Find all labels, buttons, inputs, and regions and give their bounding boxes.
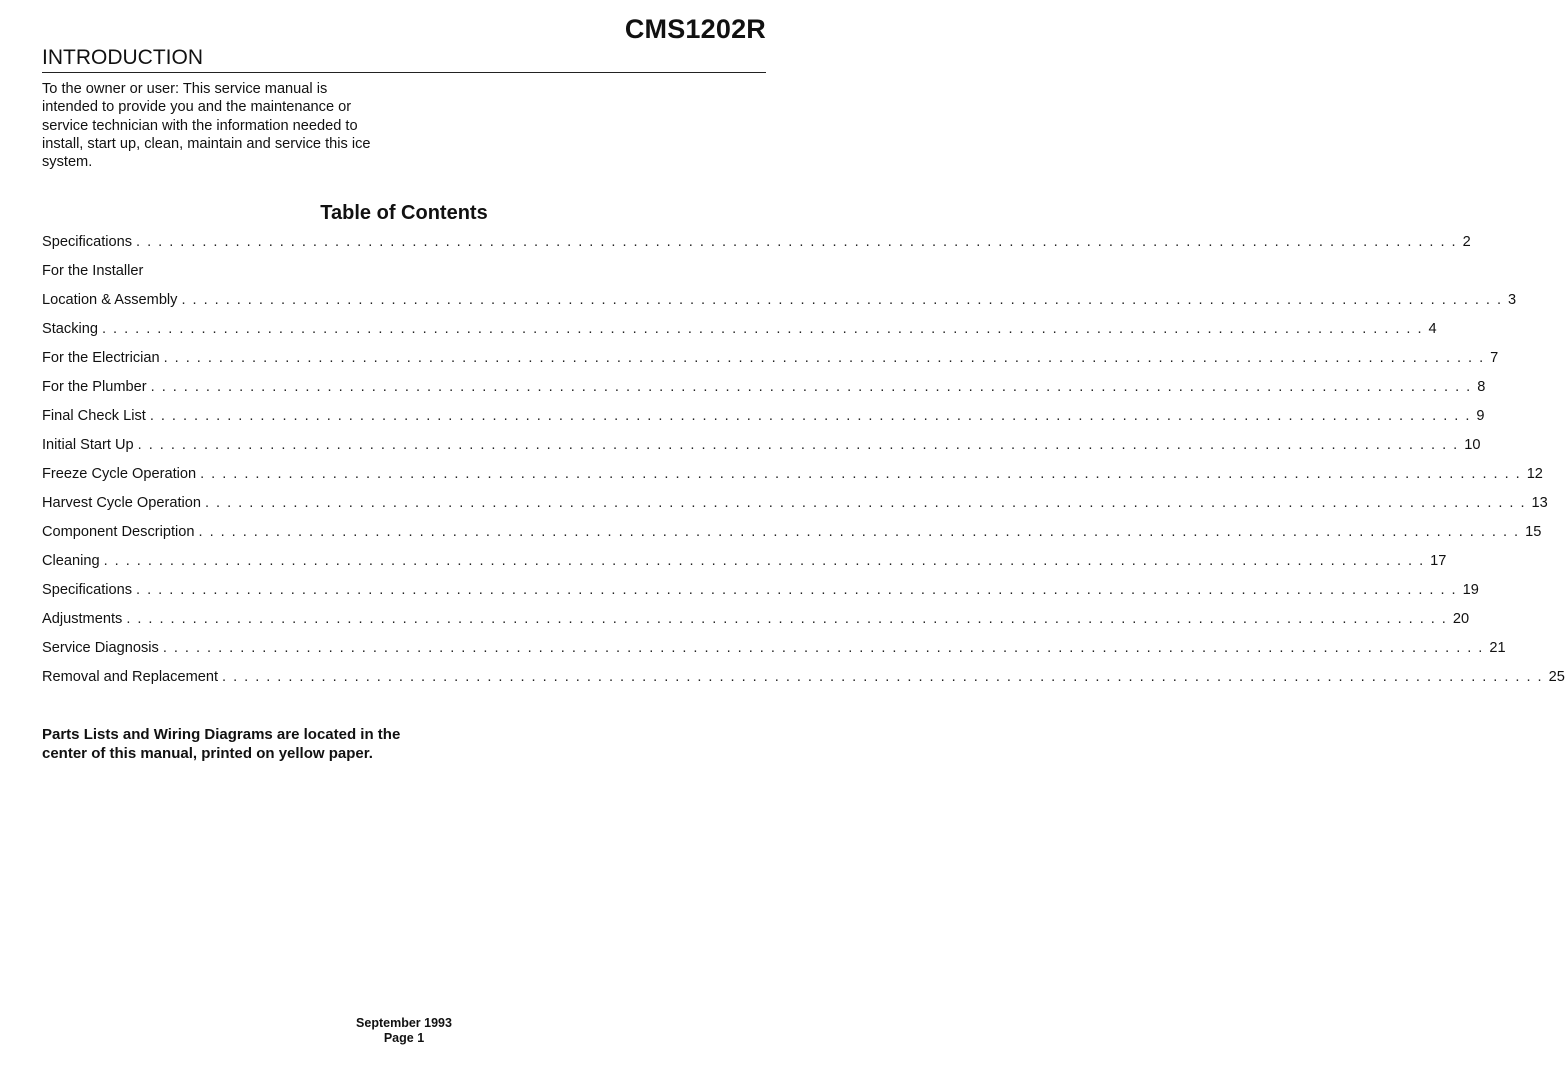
toc-dot-leader: ........................................................................................................................ <box>163 350 1491 366</box>
toc-entry-label: Cleaning <box>42 553 100 569</box>
toc-entry-label: Specifications <box>42 582 133 598</box>
toc-entry-label: Component Description <box>42 524 195 540</box>
toc-entry-page: 25 <box>1548 669 1565 685</box>
intro-paragraph: To the owner or user: This service manual is intended to provide you and the maintenance or service technician with the information needed to install, start up, clean, maintain and service this ice system. <box>42 81 371 171</box>
section-title: INTRODUCTION <box>42 46 203 69</box>
toc-entry <box>42 611 1470 640</box>
toc-entry <box>42 408 1485 437</box>
toc-entry-page: 19 <box>1462 582 1479 598</box>
header-divider <box>42 72 766 73</box>
toc-entry-page: 17 <box>1430 553 1447 569</box>
toc-dot-leader: ........................................................................................................................ <box>103 553 1431 569</box>
toc-entry-page: 15 <box>1525 524 1542 540</box>
toc-entry-page: 20 <box>1452 611 1470 627</box>
toc-entry <box>42 495 1548 524</box>
footer-date: September 1993 <box>356 1016 452 1030</box>
toc-entry <box>42 640 1506 669</box>
toc-dot-leader: ........................................................................................................................ <box>198 524 1526 540</box>
toc-entry-label: For the Installer <box>42 263 144 279</box>
toc-entry <box>42 582 1479 611</box>
toc-entry-label: Final Check List <box>42 408 146 424</box>
toc-entry <box>42 292 1517 321</box>
toc-entry <box>42 350 1499 379</box>
toc-dot-leader: ........................................................................................................................ <box>181 292 1509 308</box>
toc-entry-label: For the Plumber <box>42 379 147 395</box>
toc-entry-page: 2 <box>1462 234 1471 250</box>
toc-dot-leader: ........................................................................................................................ <box>137 437 1465 453</box>
toc-dot-leader: ........................................................................................................................ <box>136 582 1463 598</box>
toc-entry <box>42 466 1543 495</box>
toc-dot-leader: ........................................................................................................................ <box>162 640 1490 656</box>
toc-entry-page: 8 <box>1477 379 1486 395</box>
toc-entry <box>42 669 1565 698</box>
toc-dot-leader: ........................................................................................................................ <box>149 408 1477 424</box>
toc-title: Table of Contents <box>320 202 488 224</box>
toc-dot-leader: ........................................................................................................................ <box>204 495 1532 511</box>
toc-entry-page: 13 <box>1531 495 1548 511</box>
toc-entry-label: Stacking <box>42 321 98 337</box>
toc-entry-label: Initial Start Up <box>42 437 134 453</box>
toc-entry-label: Freeze Cycle Operation <box>42 466 197 482</box>
toc-dot-leader: ........................................................................................................................ <box>200 466 1527 482</box>
toc-entry-page: 10 <box>1464 437 1481 453</box>
toc-entry-page: 21 <box>1489 640 1506 656</box>
toc-entry-label: Service Diagnosis <box>42 640 159 656</box>
toc-dot-leader: ........................................................................................................................ <box>150 379 1478 395</box>
toc-entry-page: 4 <box>1428 321 1437 337</box>
toc-entry-page: 7 <box>1490 350 1499 366</box>
toc-entry-label: Harvest Cycle Operation <box>42 495 201 511</box>
toc-dot-leader: ........................................................................................................................ <box>126 611 1453 627</box>
toc-entry-page: 9 <box>1476 408 1485 424</box>
toc-entry-label: Adjustments <box>42 611 123 627</box>
toc-entry <box>42 553 1447 582</box>
toc-entry <box>42 263 758 292</box>
toc-dot-leader: ........................................................................................................................ <box>136 234 1463 250</box>
toc-entry-label: For the Electrician <box>42 350 160 366</box>
toc-dot-leader: ........................................................................................................................ <box>101 321 1429 337</box>
toc-entry <box>42 524 1542 553</box>
toc-entry-page: 3 <box>1508 292 1517 308</box>
footer-page-number: Page 1 <box>383 1031 425 1045</box>
table-of-contents <box>42 234 1565 698</box>
toc-entry-label: Removal and Replacement <box>42 669 219 685</box>
model-number: CMS1202R <box>624 14 766 44</box>
page-footer <box>0 1016 808 1046</box>
toc-dot-leader: ........................................................................................................................ <box>222 669 1549 685</box>
toc-entry <box>42 437 1481 466</box>
toc-entry-label: Location & Assembly <box>42 292 178 308</box>
parts-note: Parts Lists and Wiring Diagrams are located in the center of this manual, printed on yellow paper. <box>42 726 401 762</box>
toc-entry-page: 12 <box>1526 466 1543 482</box>
toc-entry <box>42 321 1437 350</box>
toc-entry <box>42 234 1471 263</box>
toc-entry <box>42 379 1486 408</box>
toc-entry-label: Specifications <box>42 234 133 250</box>
